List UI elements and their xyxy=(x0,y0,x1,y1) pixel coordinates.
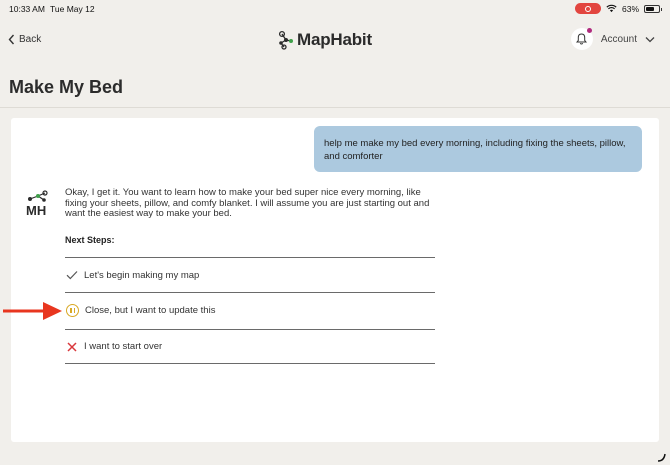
bot-avatar-text: MH xyxy=(26,203,47,218)
option-begin-map[interactable] xyxy=(65,257,435,292)
battery-icon xyxy=(644,5,660,13)
pause-circle-icon xyxy=(66,304,79,317)
app-header xyxy=(0,18,670,68)
page-title-bar xyxy=(0,68,670,108)
wifi-icon xyxy=(606,4,617,13)
bot-avatar xyxy=(25,190,51,218)
screen-recording-icon[interactable] xyxy=(575,3,601,14)
bot-avatar-network-icon xyxy=(25,190,51,204)
logo-network-icon xyxy=(278,30,294,50)
chevron-left-icon xyxy=(8,34,15,45)
status-time: 10:33 AM xyxy=(9,4,45,14)
bot-message: Okay, I get it. You want to learn how to make your bed super nice every morning, like fixing your sheets, pillow, and comfy blanket. I will assume you are just starting out and want the easiest way to make your bed. xyxy=(65,187,430,219)
chevron-down-icon xyxy=(645,36,655,43)
corner-gesture-icon xyxy=(657,453,666,462)
bell-icon xyxy=(576,33,587,45)
battery-percent: 63% xyxy=(621,3,639,14)
notifications-button[interactable] xyxy=(571,28,593,50)
option-label: Close, but I want to update this xyxy=(85,304,216,316)
account-menu-button[interactable] xyxy=(601,34,655,45)
status-date: Tue May 12 xyxy=(50,4,95,14)
chat-card xyxy=(11,118,659,442)
account-label: Account xyxy=(600,33,637,45)
annotation-arrow-icon xyxy=(3,301,63,321)
account-area xyxy=(571,28,655,50)
option-label: Let's begin making my map xyxy=(84,269,200,281)
check-icon xyxy=(66,270,78,280)
user-message-bubble: help me make my bed every morning, including fixing the sheets, pillow, and comforter xyxy=(314,126,642,172)
option-start-over[interactable] xyxy=(65,329,435,364)
next-steps-label: Next Steps: xyxy=(65,235,115,245)
logo-text: MapHabit xyxy=(297,30,372,49)
notification-badge xyxy=(587,28,592,33)
page-title: Make My Bed xyxy=(9,77,124,97)
status-bar xyxy=(0,0,670,18)
option-label: I want to start over xyxy=(84,341,163,352)
option-update[interactable] xyxy=(65,292,435,327)
x-icon xyxy=(66,341,78,353)
back-button[interactable] xyxy=(8,34,41,45)
maphabit-logo xyxy=(278,30,372,50)
back-label: Back xyxy=(19,34,42,45)
